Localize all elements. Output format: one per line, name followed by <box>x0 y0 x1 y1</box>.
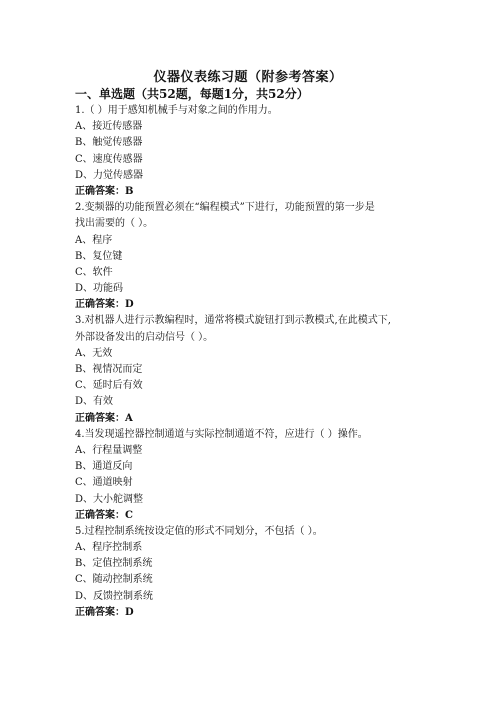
option-d: D、反馈控制系统 <box>75 590 154 602</box>
option-a: A、行程量调整 <box>75 444 143 456</box>
document-title: 仪器仪表练习题（附参考答案） <box>153 70 343 85</box>
option-a: A、接近传感器 <box>75 121 143 133</box>
option-c: C、随动控制系统 <box>75 574 153 586</box>
option-b: B、触觉传感器 <box>75 137 143 149</box>
option-b: B、视情况而定 <box>75 364 143 375</box>
correct-answer: 正确答案：C <box>75 509 133 521</box>
option-d: D、大小舵调整 <box>75 493 144 505</box>
option-a: A、程序 <box>75 234 113 246</box>
correct-answer: 正确答案：A <box>75 412 133 424</box>
question-stem-continued: 外部设备发出的启动信号（ ）。 <box>75 331 214 343</box>
question-stem: 5.过程控制系统按设定值的形式不同划分，不包括（ ）。 <box>75 525 323 537</box>
correct-answer: 正确答案：B <box>75 185 134 197</box>
option-a: A、无效 <box>75 347 113 359</box>
question-3 <box>75 313 435 426</box>
question-stem: 2.变频器的功能预置必须在“编程模式”下进行，功能预置的第一步是 <box>75 202 375 214</box>
option-b: B、通道反向 <box>75 461 133 473</box>
question-stem: 1.（ ）用于感知机械手与对象之间的作用力。 <box>75 105 278 116</box>
question-stem: 3.对机器人进行示教编程时，通常将模式旋钮打到示教模式,在此模式下, <box>75 315 391 327</box>
question-5 <box>75 524 435 621</box>
option-d: D、功能码 <box>75 283 124 295</box>
question-1 <box>75 103 435 200</box>
question-stem: 4.当发现遥控器控制通道与实际控制通道不符，应进行（ ）操作。 <box>75 428 368 440</box>
option-c: C、延时后有效 <box>75 380 143 392</box>
option-a: A、程序控制系 <box>75 542 143 554</box>
option-c: C、速度传感器 <box>75 153 143 165</box>
option-b: B、定值控制系统 <box>75 558 153 570</box>
document-body <box>75 86 435 621</box>
option-d: D、有效 <box>75 396 114 408</box>
option-c: C、通道映射 <box>75 477 133 489</box>
correct-answer: 正确答案：D <box>75 299 134 311</box>
section-heading: 一、单选题（共52题，每题1分，共52分） <box>75 87 309 101</box>
question-4 <box>75 427 435 524</box>
option-c: C、软件 <box>75 266 113 278</box>
option-b: B、复位键 <box>75 250 123 262</box>
option-d: D、力觉传感器 <box>75 169 144 181</box>
question-2 <box>75 200 435 313</box>
correct-answer: 正确答案：D <box>75 606 134 618</box>
question-stem-continued: 找出需要的（ ）。 <box>75 218 154 230</box>
